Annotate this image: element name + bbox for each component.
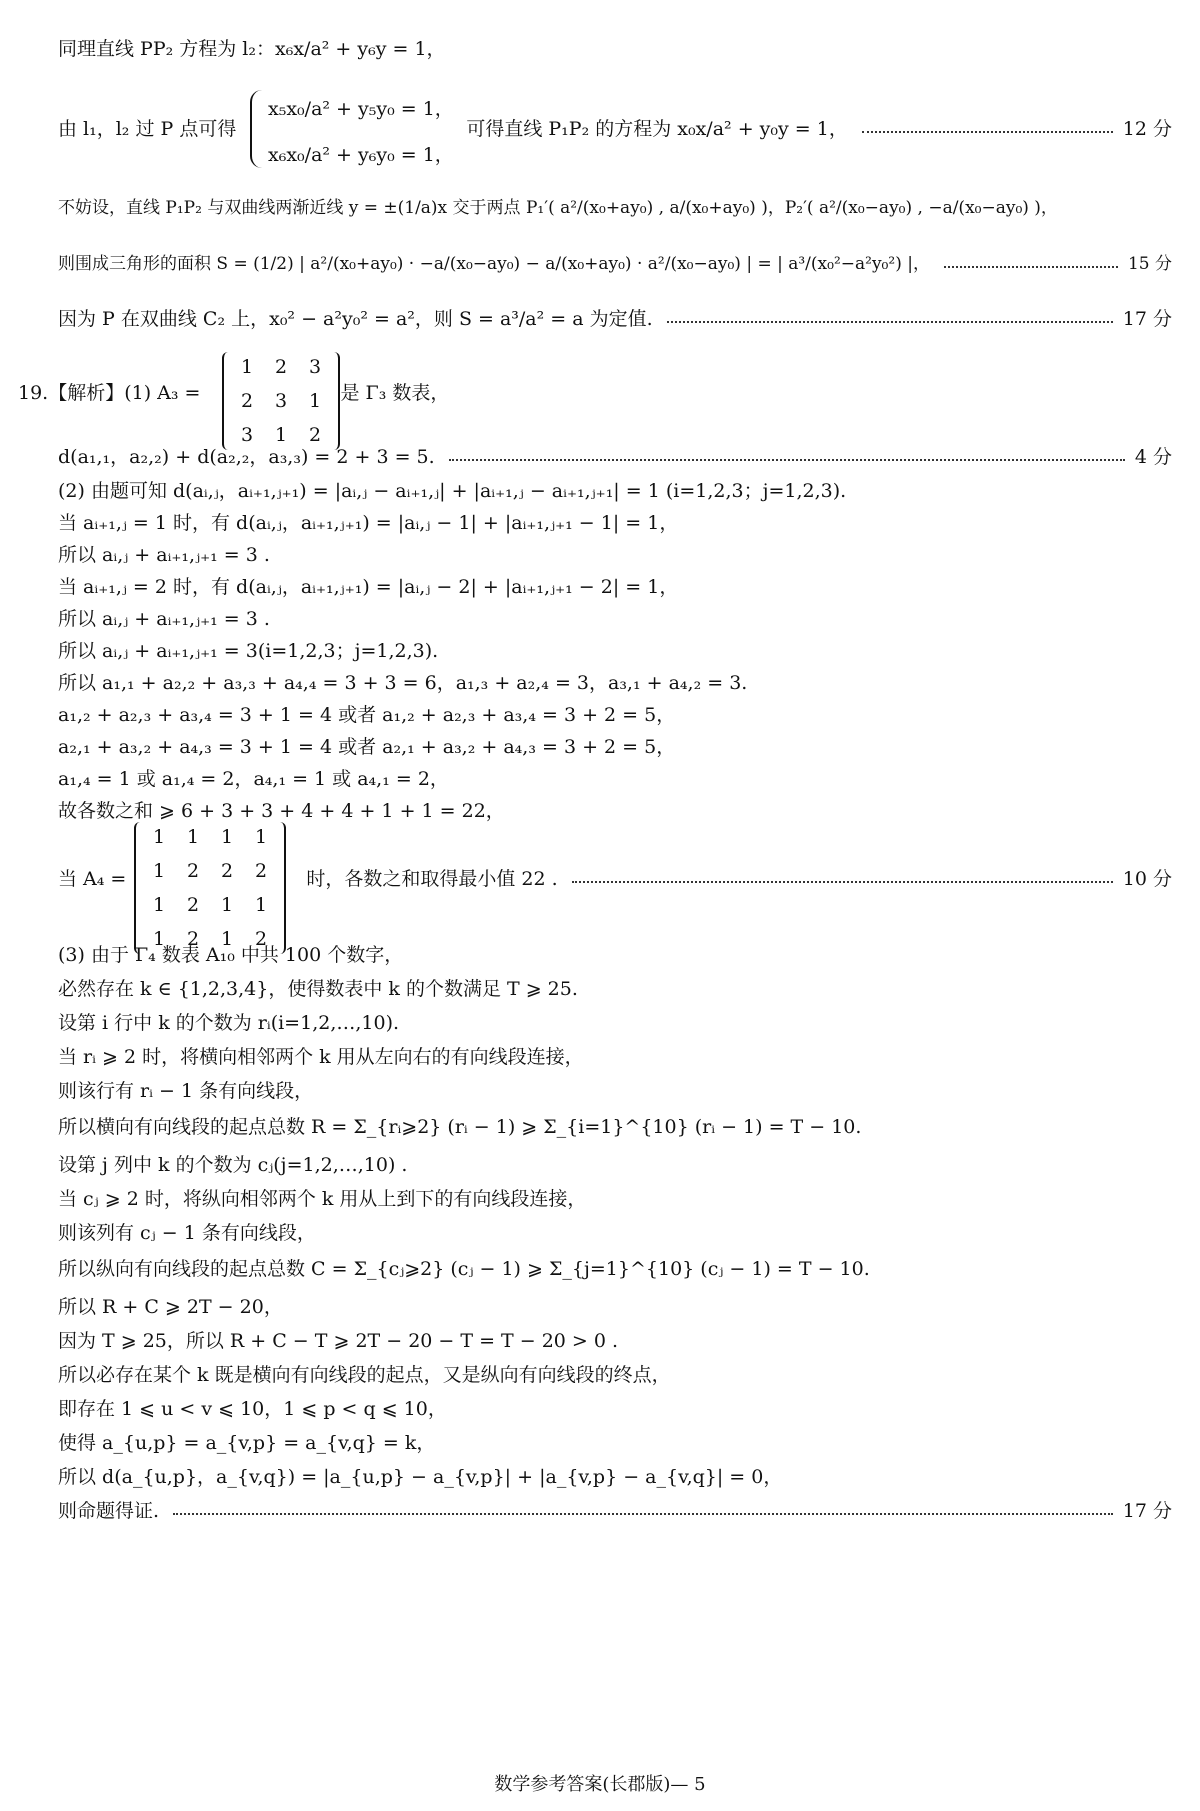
line-corners — [58, 770, 1172, 789]
matrix-cell: 3 — [308, 356, 322, 378]
line-part2-intro — [58, 482, 1172, 501]
line-area-constant — [58, 310, 1172, 329]
line-text: 所以 aᵢ,ⱼ + aᵢ₊₁,ⱼ₊₁ = 3(i=1,2,3；j=1,2,3). — [58, 640, 439, 662]
system-eq-2 — [268, 146, 1172, 165]
line-col-count — [58, 1156, 1172, 1175]
line-equal-values — [58, 1434, 1172, 1453]
line-text-2: 可得直线 P₁P₂ 的方程为 x₀x/a² + y₀y = 1， — [466, 118, 848, 140]
score-mark: 17 分 — [1122, 1500, 1172, 1522]
line-text: 当 aᵢ₊₁,ⱼ = 2 时，有 d(aᵢ,ⱼ，aᵢ₊₁,ⱼ₊₁) = |aᵢ,ⱼ − 2| + |aᵢ₊₁,ⱼ₊₁ − 2| = 1， — [58, 576, 679, 598]
line-text: 当 aᵢ₊₁,ⱼ = 1 时，有 d(aᵢ,ⱼ，aᵢ₊₁,ⱼ₊₁) = |aᵢ,ⱼ − 1| + |aᵢ₊₁,ⱼ₊₁ − 1| = 1， — [58, 512, 679, 534]
line-row-segments — [58, 1048, 1172, 1067]
line-pp2-equation — [58, 40, 1172, 59]
line-text: 设第 i 行中 k 的个数为 rᵢ(i=1,2,…,10). — [58, 1012, 400, 1034]
matrix-cell: 1 — [254, 894, 268, 916]
line-text: (3) 由于 Γ₄ 数表 A₁₀ 中共 100 个数字， — [58, 944, 404, 966]
line-text: 所以纵向有向线段的起点总数 C = Σ_{cⱼ⩾2} (cⱼ − 1) ⩾ Σ_{j=1}^{10} (cⱼ − 1) = T − 10. — [58, 1258, 870, 1280]
score-mark: 4 分 — [1134, 446, 1172, 468]
line-case-2 — [58, 578, 1172, 597]
matrix-cell: 1 — [152, 860, 166, 882]
line-text: a₁,₂ + a₂,₃ + a₃,₄ = 3 + 1 = 4 或者 a₁,₂ + a₂,₃ + a₃,₄ = 3 + 2 = 5， — [58, 704, 676, 726]
line-text: 使得 a_{u,p} = a_{v,p} = a_{v,q} = k， — [58, 1432, 436, 1454]
line-text: d(a₁,₁，a₂,₂) + d(a₂,₂，a₃,₃) = 2 + 3 = 5. — [58, 446, 435, 468]
line-text: 因为 P 在双曲线 C₂ 上，x₀² − a²y₀² = a²，则 S = a³/a² = a 为定值. — [58, 308, 653, 330]
score-mark: 12 分 — [1122, 118, 1172, 140]
line-text: 设第 j 列中 k 的个数为 cⱼ(j=1,2,…,10) . — [58, 1154, 408, 1176]
dot-leader — [862, 131, 1113, 133]
matrix-cell: 2 — [186, 894, 200, 916]
line-col-segments — [58, 1190, 1172, 1209]
line-index-range — [58, 1400, 1172, 1419]
q19-part1-header — [18, 384, 1172, 403]
line-text: x₅x₀/a² + y₅y₀ = 1， — [268, 98, 454, 120]
line-k-exists-both — [58, 1366, 1172, 1385]
line-case-1-result — [58, 546, 1172, 565]
dot-leader — [572, 881, 1113, 883]
line-row-count — [58, 1014, 1172, 1033]
line-d-sum — [58, 448, 1172, 467]
score-mark: 10 分 — [1122, 868, 1172, 890]
line-distance-zero — [58, 1468, 1172, 1487]
matrix-cell: 3 — [274, 390, 288, 412]
line-diagonal-sums — [58, 674, 1172, 693]
line-text: 由 l₁，l₂ 过 P 点可得 — [58, 118, 237, 140]
line-text: 所以横向有向线段的起点总数 R = Σ_{rᵢ⩾2} (rᵢ − 1) ⩾ Σ_{i=1}^{10} (rᵢ − 1) = T − 10. — [58, 1116, 862, 1138]
line-text: 同理直线 PP₂ 方程为 l₂：x₆x/a² + y₆y = 1， — [58, 38, 446, 60]
matrix-cell: 1 — [152, 928, 166, 950]
line-general-result — [58, 642, 1172, 661]
score-mark: 15 分 — [1127, 254, 1172, 274]
line-sum-bound — [58, 802, 1172, 821]
matrix-cell: 1 — [220, 826, 234, 848]
line-lower-diagonal — [58, 738, 1172, 757]
line-text: 不妨设，直线 P₁P₂ 与双曲线两渐近线 y = ±(1/a)x 交于两点 P₁′( a²/(x₀+ay₀) , a/(x₀+ay₀) )，P₂′( a²/(x₀−ay₀) , −a/(x₀−ay₀) )， — [58, 198, 1058, 218]
line-k-exists — [58, 980, 1172, 999]
score-mark: 17 分 — [1122, 308, 1172, 330]
line-proof-done — [58, 1502, 1172, 1521]
line-row-segment-count — [58, 1082, 1172, 1101]
line-text-2: 是 Γ₃ 数表， — [340, 382, 450, 404]
matrix-cell: 1 — [152, 826, 166, 848]
matrix-cell: 1 — [186, 826, 200, 848]
line-r-total — [58, 1118, 1172, 1137]
matrix-cell: 1 — [308, 390, 322, 412]
line-c-total — [58, 1260, 1172, 1279]
dot-leader — [449, 459, 1125, 461]
line-text: 所以 aᵢ,ⱼ + aᵢ₊₁,ⱼ₊₁ = 3 . — [58, 608, 270, 630]
matrix-cell: 1 — [254, 826, 268, 848]
line-text: 则命题得证. — [58, 1500, 160, 1522]
matrix-cell: 2 — [240, 390, 254, 412]
line-text: a₁,₄ = 1 或 a₁,₄ = 2，a₄,₁ = 1 或 a₄,₁ = 2， — [58, 768, 449, 790]
dot-leader — [173, 1513, 1113, 1515]
line-case-1 — [58, 514, 1172, 533]
matrix-cell: 3 — [240, 424, 254, 446]
line-text: 所以 aᵢ,ⱼ + aᵢ₊₁,ⱼ₊₁ = 3 . — [58, 544, 270, 566]
line-r-plus-c — [58, 1298, 1172, 1317]
line-text: 则该列有 cⱼ − 1 条有向线段， — [58, 1222, 316, 1244]
matrix-cell: 2 — [274, 356, 288, 378]
matrix-cell: 2 — [186, 860, 200, 882]
line-asymptote-points — [58, 200, 1172, 217]
matrix-cell: 1 — [240, 356, 254, 378]
line-minimum-value — [58, 870, 1172, 889]
line-text: 所以 R + C ⩾ 2T − 20， — [58, 1296, 283, 1318]
matrix-cell: 2 — [254, 860, 268, 882]
line-text: 即存在 1 ⩽ u < v ⩽ 10，1 ⩽ p < q ⩽ 10， — [58, 1398, 447, 1420]
matrix-cell: 2 — [186, 928, 200, 950]
line-text-2: 时，各数之和取得最小值 22 . — [306, 868, 558, 890]
line-text: 则该行有 rᵢ − 1 条有向线段， — [58, 1080, 314, 1102]
system-eq-1 — [268, 100, 1172, 119]
line-col-segment-count — [58, 1224, 1172, 1243]
line-upper-diagonal — [58, 706, 1172, 725]
matrix-cell: 1 — [220, 894, 234, 916]
line-text: 19.【解析】(1) A₃ = — [18, 382, 201, 404]
line-text: 故各数之和 ⩾ 6 + 3 + 3 + 4 + 4 + 1 + 1 = 22， — [58, 800, 505, 822]
page-footer: 数学参考答案(长郡版)— 5 — [494, 1774, 706, 1795]
line-text: 当 A₄ = — [58, 868, 127, 890]
dot-leader — [944, 266, 1118, 268]
line-triangle-area — [58, 256, 1172, 273]
matrix-cell: 2 — [308, 424, 322, 446]
line-text: 因为 T ⩾ 25，所以 R + C − T ⩾ 2T − 20 − T = T − 20 > 0 . — [58, 1330, 619, 1352]
line-text: x₆x₀/a² + y₆y₀ = 1， — [268, 144, 454, 166]
line-text: 所以 d(a_{u,p}，a_{v,q}) = |a_{u,p} − a_{v,p}| + |a_{v,p} − a_{v,q}| = 0， — [58, 1466, 783, 1488]
line-text: (2) 由题可知 d(aᵢ,ⱼ，aᵢ₊₁,ⱼ₊₁) = |aᵢ,ⱼ − aᵢ₊₁,ⱼ| + |aᵢ₊₁,ⱼ − aᵢ₊₁,ⱼ₊₁| = 1 (i=1,2,3；j=1,2,3). — [58, 480, 847, 502]
line-text: 所以必存在某个 k 既是横向有向线段的起点，又是纵向有向线段的终点， — [58, 1364, 671, 1386]
line-p1p2-equation — [58, 120, 1172, 139]
line-text: 当 rᵢ ⩾ 2 时，将横向相邻两个 k 用从左向右的有向线段连接， — [58, 1046, 584, 1068]
matrix-a3 — [222, 352, 340, 450]
matrix-cell: 2 — [254, 928, 268, 950]
matrix-cell: 1 — [220, 928, 234, 950]
line-text: 则围成三角形的面积 S = (1/2) | a²/(x₀+ay₀) · −a/(x₀−ay₀) − a/(x₀+ay₀) · a²/(x₀−ay₀) | = | a³/(x₀²−a²y₀²) |， — [58, 254, 930, 274]
line-text: 必然存在 k ∈ {1,2,3,4}，使得数表中 k 的个数满足 T ⩾ 25. — [58, 978, 578, 1000]
line-text: a₂,₁ + a₃,₂ + a₄,₃ = 3 + 1 = 4 或者 a₂,₁ + a₃,₂ + a₄,₃ = 3 + 2 = 5， — [58, 736, 676, 758]
line-inequality — [58, 1332, 1172, 1351]
line-text: 当 cⱼ ⩾ 2 时，将纵向相邻两个 k 用从上到下的有向线段连接， — [58, 1188, 587, 1210]
line-part3-intro — [58, 946, 1172, 965]
line-text: 所以 a₁,₁ + a₂,₂ + a₃,₃ + a₄,₄ = 3 + 3 = 6，a₁,₃ + a₂,₄ = 3，a₃,₁ + a₄,₂ = 3. — [58, 672, 748, 694]
dot-leader — [667, 321, 1113, 323]
line-case-2-result — [58, 610, 1172, 629]
matrix-cell: 1 — [274, 424, 288, 446]
matrix-cell: 1 — [152, 894, 166, 916]
matrix-cell: 2 — [220, 860, 234, 882]
